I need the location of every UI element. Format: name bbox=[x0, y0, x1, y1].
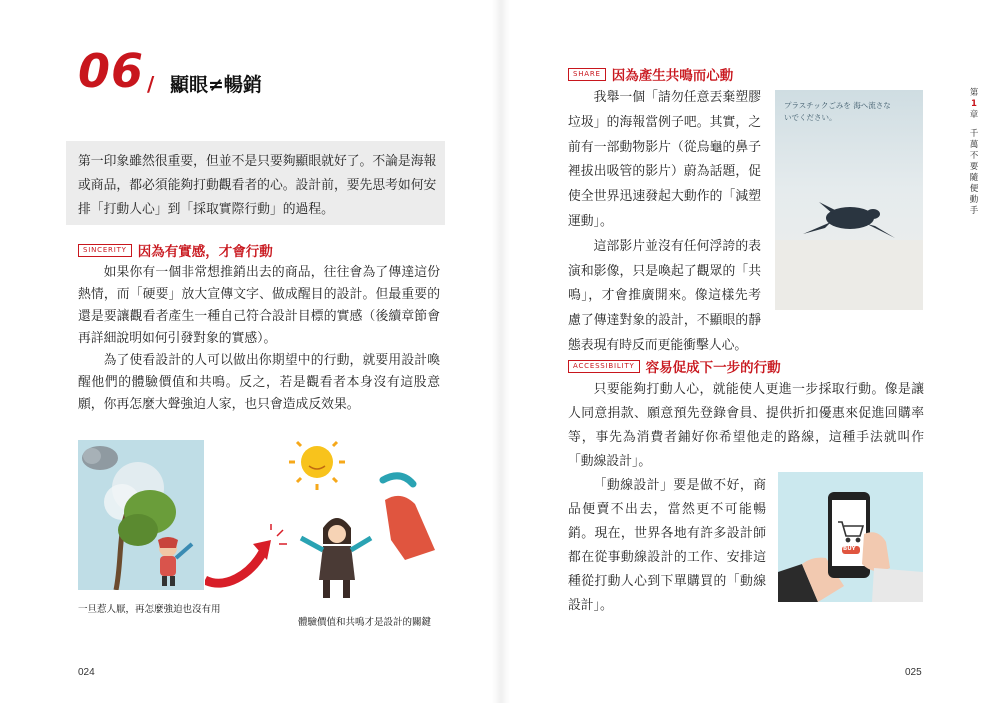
windy-girl-illustration bbox=[78, 440, 204, 590]
side-tab-word: 章 bbox=[969, 110, 979, 120]
side-tab-word: 第 bbox=[969, 88, 979, 98]
caption-right: 體驗價值和共鳴才是設計的關鍵 bbox=[298, 617, 432, 628]
paragraph: 如果你有一個非常想推銷出去的商品，往往會為了傳達這份熱情，而「硬要」放大宣傳文字、做成醒目的設計。但最重要的還是要讓觀看者產生一種自己符合設計目標的實感（後續章節會再詳細說明如何引發對象的實感）。 bbox=[78, 265, 440, 346]
section-body-accessibility-2 bbox=[568, 474, 766, 618]
page-number-left: 024 bbox=[78, 667, 95, 678]
section-heading-share bbox=[568, 64, 733, 84]
book-gutter bbox=[492, 0, 510, 703]
section-body-accessibility bbox=[568, 378, 924, 474]
section-title: 因為產生共鳴而心動 bbox=[611, 68, 734, 84]
section-heading-sincerity bbox=[78, 240, 273, 260]
section-tag: SHARE bbox=[568, 68, 606, 81]
paragraph: 這部影片並沒有任何浮誇的表演和影像，只是喚起了觀眾的「共鳴」，才會推廣開來。像這樣先考慮了傳達對象的設計，不顯眼的靜態表現有時反而更能衝擊人心。 bbox=[568, 238, 761, 353]
section-heading-accessibility bbox=[568, 356, 781, 376]
paragraph: 我舉一個「請勿任意丟棄塑膠垃圾」的海報當例子吧。其實，之前有一部動物影片（從烏龜的鼻子裡拔出吸管的影片）蔚為話題，促使全世界迅速發起大動作的「減塑運動」。 bbox=[568, 90, 761, 229]
buy-label: BUY bbox=[843, 546, 856, 552]
chapter-slash: / bbox=[147, 72, 155, 96]
paragraph: 「動線設計」要是做不好，商品便賣不出去，當然更不可能暢銷。現在，世界各地有許多設計師都在從事動線設計的工作、安排這種從打動人心到下單購買的「動線設計」。 bbox=[568, 478, 766, 613]
side-tab-number: 1 bbox=[971, 99, 977, 109]
chapter-number: 06 bbox=[78, 44, 145, 98]
section-body-sincerity bbox=[78, 262, 440, 416]
intro-text: 第一印象雖然很重要，但並不是只要夠顯眼就好了。不論是海報或商品，都必須能夠打動觀看者的心。設計前，要先思考如何安排「打動人心」到「採取實際行動」的過程。 bbox=[78, 154, 437, 217]
page-number-right: 025 bbox=[905, 667, 922, 678]
arrow-icon bbox=[205, 552, 263, 583]
chapter-side-tab bbox=[967, 88, 981, 217]
section-tag: ACCESSIBILITY bbox=[568, 360, 640, 373]
caption-left: 一旦惹人厭，再怎麼強迫也沒有用 bbox=[78, 604, 221, 615]
happy-girl-sun-illustration bbox=[205, 440, 450, 610]
section-title: 容易促成下一步的行動 bbox=[645, 360, 781, 376]
paragraph: 為了使看設計的人可以做出你期望中的行動，就要用設計喚醒他們的體驗價值和共鳴。反之，若是觀看者本身沒有這股意願，你再怎麼大聲強迫人家，也只會造成反效果。 bbox=[78, 353, 440, 412]
paragraph: 只要能夠打動人心，就能使人更進一步採取行動。像是讓人同意捐款、願意預先登錄會員、提供折扣優惠來促進回購率等，事先為消費者鋪好你希望他走的路線，這種手法就叫作「動線設計」。 bbox=[568, 382, 924, 469]
side-tab-text: 千萬不要隨便動手 bbox=[969, 129, 979, 216]
section-title: 因為有實感，才會行動 bbox=[137, 244, 273, 260]
section-tag: SINCERITY bbox=[78, 244, 132, 257]
poster-text: プラスチックごみを 海へ流さないでください。 bbox=[784, 101, 891, 122]
sun-icon bbox=[289, 440, 345, 490]
phone-shopping-illustration bbox=[778, 472, 923, 602]
chapter-title: 顯眼≠暢銷 bbox=[170, 74, 262, 96]
section-body-share bbox=[568, 86, 761, 359]
